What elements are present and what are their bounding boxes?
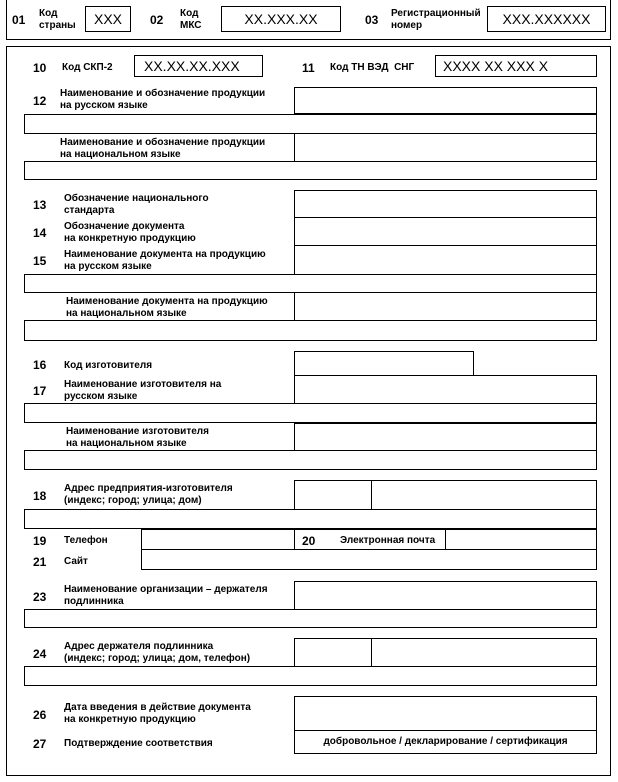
holder-organization-continuation[interactable] [24,609,597,628]
field-16-label: Код изготовителя [64,360,153,371]
product-name-national-continuation[interactable] [24,161,597,180]
holder-organization-field[interactable] [294,581,597,610]
field-11-number: 11 [302,61,315,75]
field-12-number: 12 [33,94,47,108]
product-name-national-field[interactable] [294,134,597,162]
field-12-national-label: Наименование и обозначение продукции на национальном языке [60,137,266,160]
field-18-number: 18 [33,489,47,503]
field-15-number: 15 [33,254,47,268]
effective-date-field[interactable] [294,696,597,731]
document-name-national-continuation[interactable] [24,320,597,341]
manufacturer-name-national-continuation[interactable] [24,450,597,470]
field-13-number: 13 [33,198,47,212]
field-17-national-label: Наименование изготовителя на национальном языке [66,426,209,449]
holder-address-field[interactable] [294,638,597,667]
document-name-national-field[interactable] [294,293,597,321]
manufacturer-name-ru-continuation[interactable] [24,403,597,423]
manufacturer-address-continuation[interactable] [24,509,597,529]
field-13-label: Обозначение национального стандарта [64,193,209,216]
field-02-number: 02 [150,13,164,27]
field-19-number: 19 [33,534,47,548]
registration-number-field[interactable]: XXX.XXXXXX [487,6,606,32]
field-24-label: Адрес держателя подлинника (индекс; город; улица; дом, телефон) [64,641,251,664]
field-14-number: 14 [33,226,47,240]
field-27-number: 27 [33,737,47,751]
product-name-ru-continuation[interactable] [24,114,597,134]
field-21-number: 21 [33,555,47,569]
field-02-label: Код МКС [180,8,202,31]
tn-ved-code-field[interactable]: XXXX XX XXX X [435,55,597,77]
mks-code-field[interactable]: XX.XXX.XX [221,6,341,32]
field-16-number: 16 [33,358,47,372]
conformity-confirmation-field[interactable]: добровольное / декларирование / сертификация [294,730,597,754]
website-field[interactable] [141,549,597,570]
manufacturer-address-field[interactable] [294,480,597,510]
manufacturer-code-field[interactable] [294,351,474,376]
field-03-label: Регистрационный номер [391,8,481,31]
field-27-label: Подтверждение соответствия [64,738,213,749]
email-field[interactable] [445,529,597,550]
field-17-label: Наименование изготовителя на русском языке [64,379,222,402]
field-11-label: Код ТН ВЭД СНГ [330,62,415,73]
field-15-label: Наименование документа на продукцию на русском языке [64,249,266,272]
document-name-ru-continuation[interactable] [24,274,597,293]
field-26-label: Дата введения в действие документа на конкретную продукцию [64,702,251,725]
field-18-label: Адрес предприятия-изготовителя (индекс; город; улица; дом) [64,483,233,506]
field-01-number: 01 [12,13,26,27]
skp2-code-field[interactable]: XX.XX.XX.XXX [134,55,263,77]
field-20-label: Электронная почта [340,535,436,546]
product-name-ru-field[interactable] [294,87,597,114]
phone-field[interactable] [141,529,295,550]
field-01-label: Код страны [39,8,76,31]
product-document-field[interactable] [294,217,597,246]
field-23-number: 23 [33,590,47,604]
field-12-label: Наименование и обозначение продукции на русском языке [60,88,266,111]
field-14-label: Обозначение документа на конкретную продукцию [64,221,196,244]
field-10-number: 10 [33,61,47,75]
field-19-label: Телефон [64,535,108,546]
field-03-number: 03 [365,13,379,27]
national-standard-field[interactable] [294,190,597,218]
field-15-national-label: Наименование документа на продукцию на национальном языке [66,296,268,319]
field-21-label: Сайт [64,556,88,567]
holder-address-continuation[interactable] [24,666,597,686]
field-26-number: 26 [33,708,47,722]
field-17-number: 17 [33,384,47,398]
field-23-label: Наименование организации – держателя подлинника [64,584,268,607]
field-24-number: 24 [33,647,47,661]
manufacturer-name-ru-field[interactable] [294,375,597,404]
field-10-label: Код СКП-2 [62,62,113,73]
manufacturer-name-national-field[interactable] [294,423,597,451]
document-name-ru-field[interactable] [294,245,597,275]
country-code-field[interactable]: XXX [85,6,131,32]
field-20-number: 20 [302,534,316,548]
